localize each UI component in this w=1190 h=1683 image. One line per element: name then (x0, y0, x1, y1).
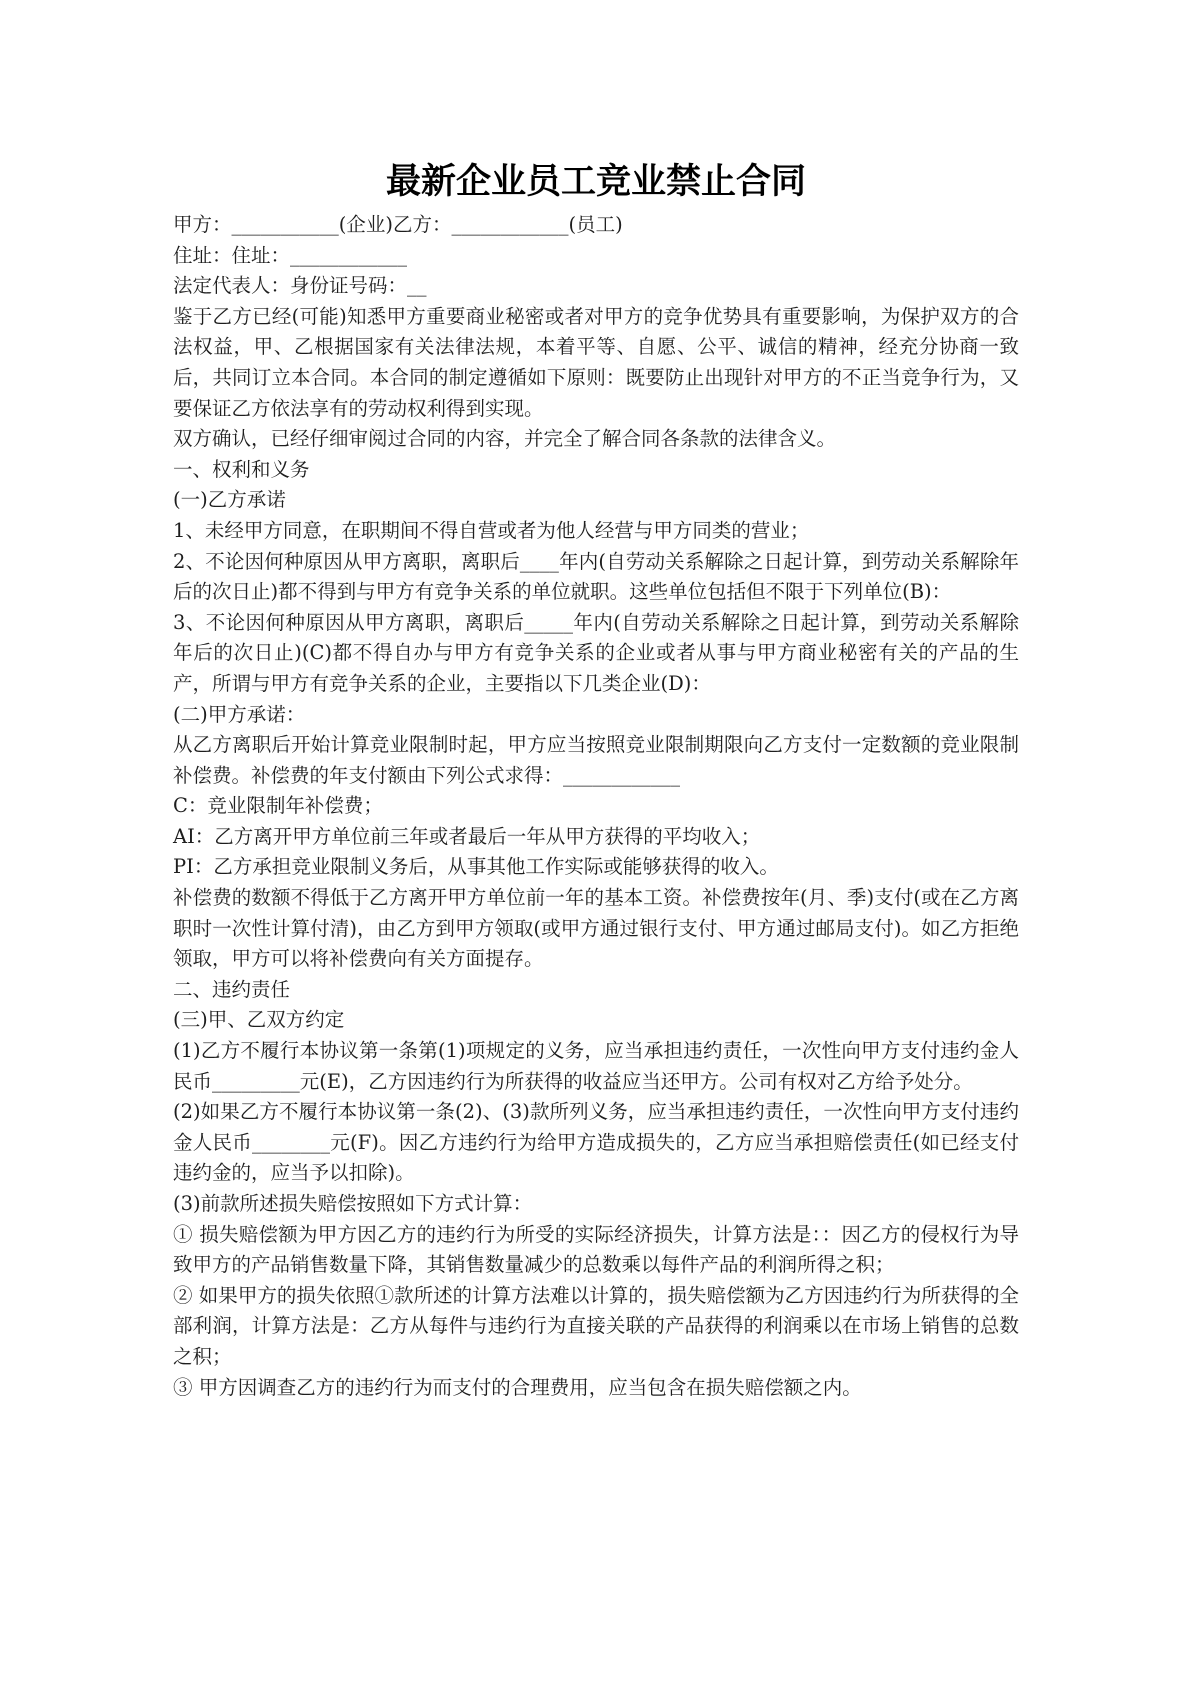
subsection-heading-employee-promise: (一)乙方承诺 (173, 488, 286, 512)
clause-item: 补偿费的数额不得低于乙方离开甲方单位前一年的基本工资。补偿费按年(月、季)支付(或在乙方离职时一次性计算付清)，由乙方到甲方领取(或甲方通过银行支付、甲方通过邮局支付)。如乙方拒绝领取，甲方可以将补偿费向有关方面提存。 (173, 886, 1019, 971)
legal-rep-line: 法定代表人：身份证号码：__ (173, 274, 427, 298)
formula-definition: AI：乙方离开甲方单位前三年或者最后一年从甲方获得的平均收入； (173, 824, 761, 848)
document-page (173, 160, 1019, 1403)
section-heading-liability: 二、违约责任 (173, 977, 291, 1001)
clause-item: 2、不论因何种原因从甲方离职，离职后____年内(自劳动关系解除之日起计算，到劳动关系解除年后的次日止)都不得到与甲方有竞争关系的单位就职。这些单位包括但不限于下列单位(B)： (173, 549, 1019, 604)
subsection-heading-employer-promise: (二)甲方承诺： (173, 702, 306, 726)
clause-item: ① 损失赔偿额为甲方因乙方的违约行为所受的实际经济损失，计算方法是：：因乙方的侵权行为导致甲方的产品销售数量下降，其销售数量减少的总数乘以每件产品的利润所得之积； (173, 1222, 1019, 1277)
formula-definition: C：竞业限制年补偿费； (173, 794, 383, 818)
party-line: 甲方：___________(企业)乙方：____________(员工) (173, 213, 623, 236)
subsection-heading-mutual-agreement: (三)甲、乙双方约定 (173, 1008, 345, 1032)
preamble-paragraph: 鉴于乙方已经(可能)知悉甲方重要商业秘密或者对甲方的竞争优势具有重要影响，为保护双方的合法权益，甲、乙根据国家有关法律法规，本着平等、自愿、公平、诚信的精神，经充分协商一致后，共同订立本合同。本合同的制定遵循如下原则：既要防止出现针对甲方的不正当竞争行为，又要保证乙方依法享有的劳动权利得到实现。 (173, 304, 1019, 420)
clause-item: (3)前款所述损失赔偿按照如下方式计算： (173, 1192, 533, 1215)
clause-item: ② 如果甲方的损失依照①款所述的计算方法难以计算的，损失赔偿额为乙方因违约行为所获得的全部利润，计算方法是：乙方从每件与违约行为直接关联的产品获得的利润乘以在市场上销售的总数之积； (173, 1283, 1019, 1368)
address-line: 住址：住址：____________ (173, 243, 408, 267)
clause-item: 3、不论因何种原因从甲方离职，离职后_____年内(自劳动关系解除之日起计算，到劳动关系解除年后的次日止)(C)都不得自办与甲方有竞争关系的企业或者从事与甲方商业秘密有关的产品的生产，所谓与甲方有竞争关系的企业，主要指以下几类企业(D)： (173, 610, 1019, 695)
formula-definition: PI：乙方承担竞业限制义务后，从事其他工作实际或能够获得的收入。 (173, 855, 779, 879)
clause-item: (2)如果乙方不履行本协议第一条(2)、(3)款所列义务，应当承担违约责任，一次性向甲方支付违约金人民币________元(F)。因乙方违约行为给甲方造成损失的，乙方应当承担赔偿责任(如已经支付违约金的，应当予以扣除)。 (173, 1100, 1019, 1185)
clause-item: 从乙方离职后开始计算竞业限制时起，甲方应当按照竞业限制期限向乙方支付一定数额的竞业限制补偿费。补偿费的年支付额由下列公式求得：____________ (173, 733, 1019, 787)
section-heading-rights: 一、权利和义务 (173, 457, 310, 481)
clause-item: (1)乙方不履行本协议第一条第(1)项规定的义务，应当承担违约责任，一次性向甲方支付违约金人民币_________元(E)，乙方因违约行为所获得的收益应当还甲方。公司有权对乙方给予处分。 (173, 1039, 1019, 1093)
clause-item: 1、未经甲方同意，在职期间不得自营或者为他人经营与甲方同类的营业； (173, 518, 810, 542)
clause-item: ③ 甲方因调查乙方的违约行为而支付的合理费用，应当包含在损失赔偿额之内。 (173, 1375, 862, 1399)
confirmation-paragraph: 双方确认，已经仔细审阅过合同的内容，并完全了解合同各条款的法律含义。 (173, 427, 837, 451)
document-title: 最新企业员工竞业禁止合同 (385, 162, 806, 202)
